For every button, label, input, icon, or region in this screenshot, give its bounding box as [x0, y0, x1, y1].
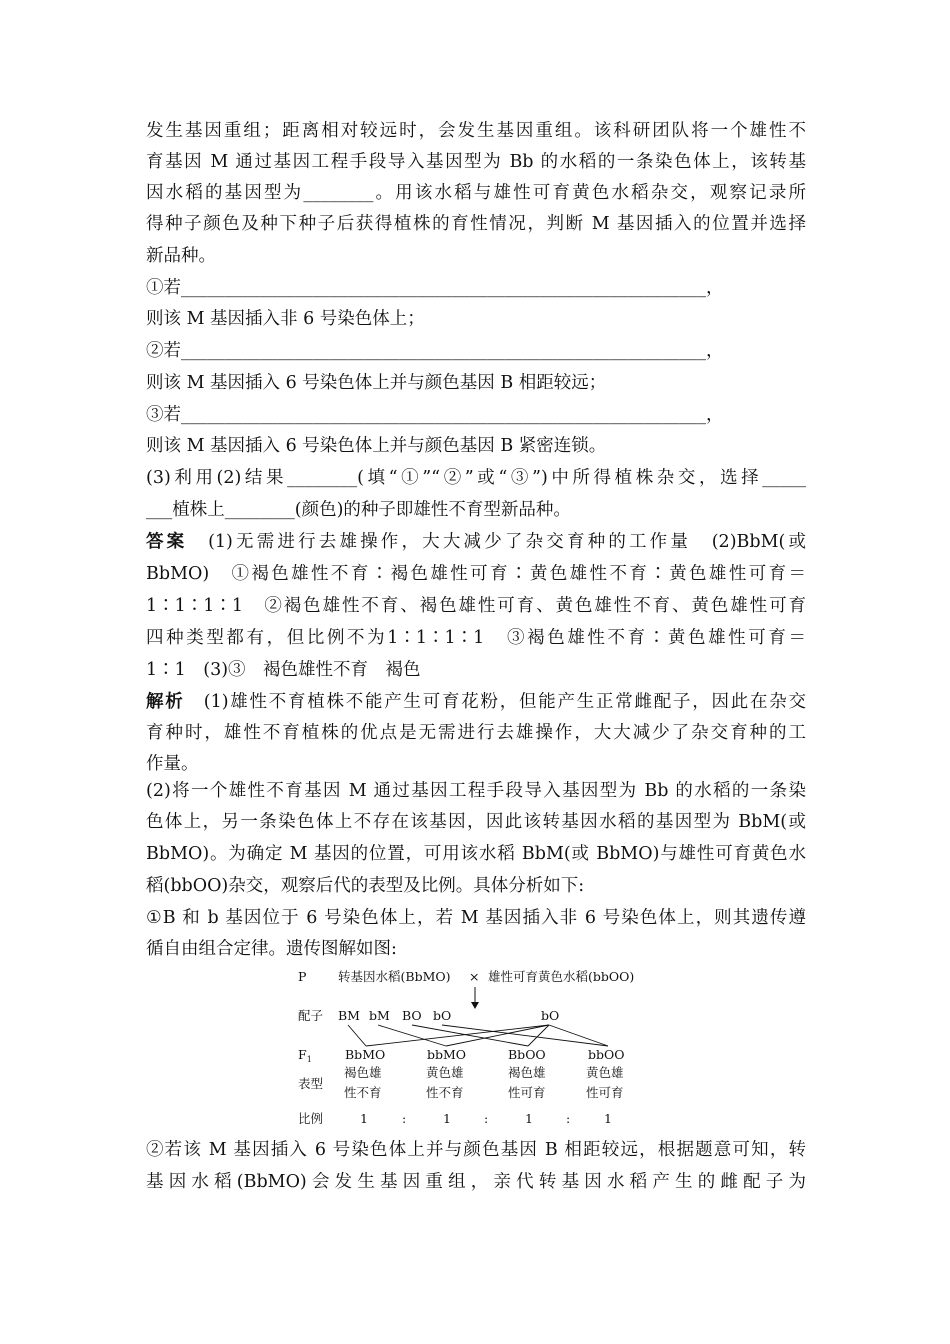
- genetic-cross-diagram: [290, 962, 670, 1130]
- analysis-line: 育种时，雄性不育植株的优点是无需进行去雄操作，大大减少了杂交育种的工: [146, 723, 806, 743]
- text-line: 则该 M 基因插入 6 号染色体上并与颜色基因 B 相距较远；: [146, 373, 607, 393]
- answer-text: (1)无需进行去雄操作，大大减少了杂交育种的工作量 (2)BbM(或: [208, 532, 806, 552]
- text-line: (3)利用(2)结果________(填“①”“②”或“③”)中所得植株杂交，选择_____: [146, 468, 806, 488]
- text-line: 育基因 M 通过基因工程手段导入基因型为 Bb 的水稻的一条染色体上，该转基: [146, 152, 806, 172]
- gamete-4: bO: [433, 1008, 452, 1023]
- gamete-1: BM: [338, 1008, 360, 1023]
- ratio-1: 1: [360, 1111, 368, 1126]
- f1-genotype-3: BbOO: [508, 1047, 546, 1062]
- blank-line-1: ①若____________________________________________________________，: [146, 278, 724, 298]
- analysis-line: ②若该 M 基因插入 6 号染色体上并与颜色基因 B 相距较远，根据题意可知，转: [146, 1140, 806, 1160]
- answer-label: 答案: [146, 532, 188, 552]
- analysis-line: (2)将一个雄性不育基因 M 通过基因工程手段导入基因型为 Bb 的水稻的一条染: [146, 781, 806, 801]
- ratio-label: 比例: [298, 1111, 324, 1126]
- f1-pheno-3b: 性可育: [508, 1085, 546, 1100]
- text-line: ___植株上________(颜色)的种子即雄性不育型新品种。: [146, 500, 571, 520]
- answer-line: [146, 530, 806, 554]
- parent1: 转基因水稻(BbMO): [338, 969, 451, 984]
- answer-line: 1∶1∶1∶1 ②褐色雄性不育、褐色雄性可育、黄色雄性不育、黄色雄性可育: [146, 596, 806, 616]
- f1-pheno-2a: 黄色雄: [426, 1065, 464, 1080]
- f1-pheno-4b: 性可育: [586, 1085, 624, 1100]
- arrow-head: [471, 1002, 479, 1009]
- analysis-line: 基因水稻(BbMO)会发生基因重组，亲代转基因水稻产生的雌配子为: [146, 1172, 806, 1192]
- f1-pheno-3a: 褐色雄: [508, 1065, 546, 1080]
- gamete-label: 配子: [298, 1008, 324, 1023]
- text-line: 发生基因重组；距离相对较远时，会发生基因重组。该科研团队将一个雄性不: [146, 121, 806, 141]
- f1-genotype-4: bbOO: [588, 1047, 625, 1062]
- ratio-3: 1: [525, 1111, 533, 1126]
- analysis-line: 循自由组合定律。遗传图解如图:: [146, 939, 397, 959]
- f1-label: $F_1$: [298, 1047, 312, 1064]
- f1-pheno-1b: 性不育: [344, 1085, 382, 1100]
- blank-line-2: ②若____________________________________________________________，: [146, 341, 724, 361]
- f1-pheno-2b: 性不育: [426, 1085, 464, 1100]
- analysis-line: [146, 690, 806, 714]
- text-line: 因水稻的基因型为________。用该水稻与雄性可育黄色水稻杂交，观察记录所: [146, 183, 806, 203]
- text-line: 新品种。: [146, 246, 216, 266]
- text-line: 则该 M 基因插入非 6 号染色体上；: [146, 309, 425, 329]
- answer-line: 1∶1 (3)③ 褐色雄性不育 褐色: [146, 660, 421, 680]
- f1-pheno-4a: 黄色雄: [586, 1065, 624, 1080]
- analysis-line: 作量。: [146, 754, 199, 774]
- gamete-3: BO: [402, 1008, 422, 1023]
- analysis-line: BbMO)。为确定 M 基因的位置，可用该水稻 BbM(或 BbMO)与雄性可育黄色水: [146, 844, 806, 864]
- ratio-4: 1: [604, 1111, 612, 1126]
- gamete-2: bM: [369, 1008, 390, 1023]
- ratio-colon: :: [484, 1111, 489, 1126]
- text-line: 得种子颜色及种下种子后获得植株的育性情况，判断 M 基因插入的位置并选择: [146, 214, 806, 234]
- ratio-colon: :: [566, 1111, 571, 1126]
- ratio-colon: :: [402, 1111, 407, 1126]
- text-line: 则该 M 基因插入 6 号染色体上并与颜色基因 B 紧密连锁。: [146, 436, 607, 456]
- analysis-text: (1)雄性不育植株不能产生可育花粉，但能产生正常雌配子，因此在杂交: [203, 692, 806, 712]
- gamete-male: bO: [541, 1008, 560, 1023]
- f1-genotype-1: BbMO: [345, 1047, 386, 1062]
- phenotype-label: 表型: [298, 1076, 324, 1091]
- analysis-line: ①B 和 b 基因位于 6 号染色体上，若 M 基因插入非 6 号染色体上，则其遗传遵: [146, 908, 806, 928]
- f1-genotype-2: bbMO: [427, 1047, 467, 1062]
- analysis-line: 色体上，另一条染色体上不存在该基因，因此该转基因水稻的基因型为 BbM(或: [146, 812, 806, 832]
- analysis-line: 稻(bbOO)杂交，观察后代的表型及比例。具体分析如下:: [146, 876, 585, 896]
- f1-pheno-1a: 褐色雄: [344, 1065, 382, 1080]
- answer-line: BbMO) ①褐色雄性不育∶褐色雄性可育∶黄色雄性不育∶黄色雄性可育＝: [146, 564, 806, 584]
- analysis-label: 解析: [146, 692, 185, 712]
- parent2: 雄性可育黄色水稻(bbOO): [488, 969, 635, 984]
- p-label: P: [298, 969, 307, 984]
- answer-line: 四种类型都有，但比例不为1∶1∶1∶1 ③褐色雄性不育∶黄色雄性可育＝: [146, 628, 806, 648]
- blank-line-3: ③若____________________________________________________________，: [146, 405, 724, 425]
- ratio-2: 1: [443, 1111, 451, 1126]
- cross-symbol: ×: [469, 969, 480, 984]
- combination-lines: [348, 1025, 608, 1046]
